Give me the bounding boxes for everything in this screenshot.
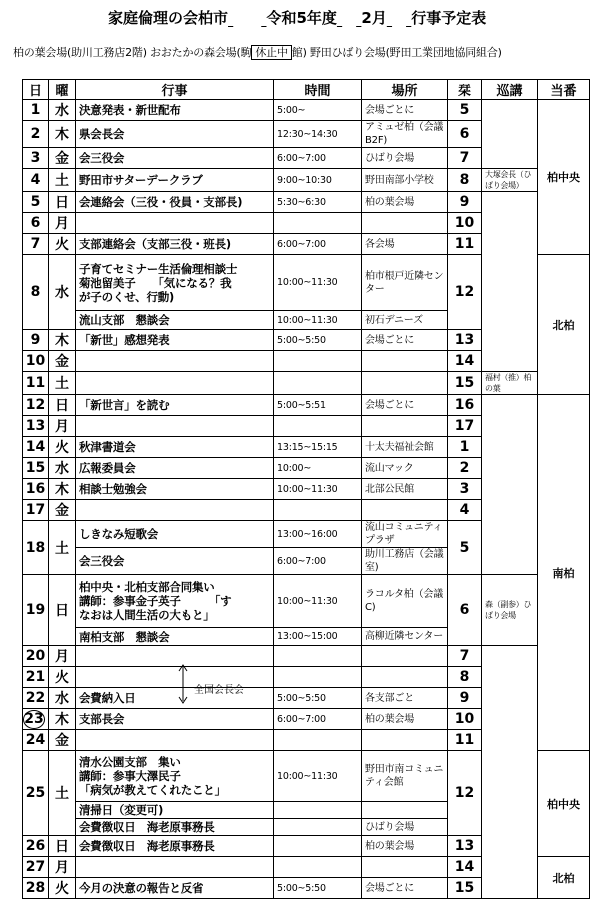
time-cell	[274, 819, 362, 836]
day-cell: 18	[23, 521, 49, 575]
junkou-empty-cell	[482, 646, 538, 899]
time-cell	[274, 857, 362, 878]
duty-cell: 北柏	[538, 255, 590, 395]
time-cell	[274, 416, 362, 437]
place-cell	[362, 802, 448, 819]
event-cell	[76, 121, 274, 148]
event-cell	[76, 437, 274, 458]
code-cell: 1	[448, 437, 482, 458]
event-text: 会費納入日	[79, 691, 136, 705]
place-cell: 柏市根戸近隣センター	[362, 255, 448, 311]
code-cell: 12	[448, 751, 482, 836]
schedule-row	[23, 100, 590, 121]
event-text: 「新世言」を読む	[79, 398, 170, 412]
schedule-row	[23, 192, 590, 213]
weekday-cell: 水	[49, 100, 76, 121]
event-cell	[76, 169, 274, 192]
weekday-cell: 金	[49, 730, 76, 751]
event-cell	[76, 311, 274, 330]
day-cell: 11	[23, 372, 49, 395]
weekday-cell: 水	[49, 458, 76, 479]
place-cell: 会場ごとに	[362, 395, 448, 416]
weekday-cell: 月	[49, 213, 76, 234]
place-cell: 十太夫福祉会館	[362, 437, 448, 458]
title-label: 行事予定表	[411, 9, 487, 27]
day-cell: 17	[23, 500, 49, 521]
code-cell: 16	[448, 395, 482, 416]
weekday-cell: 金	[49, 148, 76, 169]
place-cell: ひばり会場	[362, 148, 448, 169]
time-cell: 13:00~16:00	[274, 521, 362, 548]
event-text: 会三役会	[79, 554, 125, 568]
junkou-cell: 福村（推）柏の葉	[482, 372, 538, 395]
day-cell: 13	[23, 416, 49, 437]
event-text: 県会長会	[79, 127, 125, 141]
weekday-cell: 土	[49, 169, 76, 192]
event-text: 今月の決意の報告と反省	[79, 881, 204, 895]
event-cell	[76, 458, 274, 479]
weekday-cell: 火	[49, 234, 76, 255]
title-org: 家庭倫理の会柏市	[108, 9, 229, 27]
day-cell: 5	[23, 192, 49, 213]
place-cell	[362, 416, 448, 437]
place-cell: 各支部ごと	[362, 688, 448, 709]
event-text: 野田市サターデークラブ	[79, 173, 203, 187]
code-cell: 15	[448, 878, 482, 899]
place-cell	[362, 372, 448, 395]
weekday-cell: 火	[49, 667, 76, 688]
schedule-body	[23, 100, 590, 899]
annotation-national-meeting: 全国会長会	[194, 685, 244, 696]
time-cell: 5:00~5:50	[274, 878, 362, 899]
time-cell	[274, 730, 362, 751]
day-cell: 6	[23, 213, 49, 234]
duty-cell: 柏中央	[538, 751, 590, 857]
event-cell	[76, 628, 274, 646]
header-place: 場所	[362, 80, 448, 100]
day-cell: 21	[23, 667, 49, 688]
time-cell: 12:30~14:30	[274, 121, 362, 148]
event-text: 相談士勉強会	[79, 482, 147, 496]
header-time: 時間	[274, 80, 362, 100]
place-cell: アミュゼ柏（会議B2F)	[362, 121, 448, 148]
day-cell: 15	[23, 458, 49, 479]
schedule-row	[23, 395, 590, 416]
weekday-cell: 土	[49, 372, 76, 395]
weekday-cell: 日	[49, 836, 76, 857]
event-text: 子育てセミナー生活倫理相談士 菊池留美子 「気になる？我 が子のくせ、行動)	[79, 261, 238, 304]
event-cell	[76, 802, 274, 819]
time-cell: 5:00~5:50	[274, 330, 362, 351]
time-cell: 6:00~7:00	[274, 548, 362, 575]
day-cell: 20	[23, 646, 49, 667]
schedule-row	[23, 575, 590, 628]
event-cell	[76, 395, 274, 416]
place-cell	[362, 351, 448, 372]
junkou-cell: 大塚会長（ひばり会場）	[482, 169, 538, 192]
event-cell	[76, 836, 274, 857]
code-cell: 4	[448, 500, 482, 521]
circled-day: 23	[24, 710, 44, 727]
time-cell: 6:00~7:00	[274, 234, 362, 255]
weekday-cell: 月	[49, 416, 76, 437]
schedule-row	[23, 372, 590, 395]
time-cell: 10:00~11:30	[274, 311, 362, 330]
event-text: 支部長会	[79, 712, 125, 726]
day-cell: 7	[23, 234, 49, 255]
day-cell: 4	[23, 169, 49, 192]
weekday-cell: 日	[49, 575, 76, 646]
venue-list-pre: 柏の葉会場(助川工務店2階) おおたかの森会場(駒	[13, 46, 252, 59]
header-row	[23, 80, 590, 100]
code-cell: 6	[448, 575, 482, 646]
page-title	[108, 7, 486, 28]
place-cell: 柏の葉会場	[362, 192, 448, 213]
time-cell: 5:00~	[274, 100, 362, 121]
place-cell	[362, 646, 448, 667]
code-cell: 2	[448, 458, 482, 479]
weekday-cell: 火	[49, 878, 76, 899]
day-cell: 9	[23, 330, 49, 351]
place-cell	[362, 667, 448, 688]
place-cell: 初石デニーズ	[362, 311, 448, 330]
event-cell	[76, 213, 274, 234]
place-cell: 高柳近隣センター	[362, 628, 448, 646]
event-cell	[76, 857, 274, 878]
code-cell: 5	[448, 100, 482, 121]
time-cell: 9:00~10:30	[274, 169, 362, 192]
code-cell: 14	[448, 351, 482, 372]
event-cell	[76, 192, 274, 213]
event-text: 流山支部 懇談会	[79, 313, 170, 327]
event-text: しきなみ短歌会	[79, 527, 159, 541]
event-cell	[76, 255, 274, 311]
time-cell	[274, 667, 362, 688]
event-text: 決意発表・新世配布	[79, 103, 181, 117]
time-cell	[274, 836, 362, 857]
code-cell: 3	[448, 479, 482, 500]
time-cell: 5:00~5:50	[274, 688, 362, 709]
event-text: 「新世」感想発表	[79, 333, 170, 347]
code-cell: 11	[448, 234, 482, 255]
code-cell: 14	[448, 857, 482, 878]
code-cell: 8	[448, 169, 482, 192]
weekday-cell: 日	[49, 192, 76, 213]
header-junkou: 巡講	[482, 80, 538, 100]
duty-cell: 北柏	[538, 857, 590, 899]
weekday-cell: 土	[49, 521, 76, 575]
weekday-cell: 金	[49, 351, 76, 372]
code-cell: 17	[448, 416, 482, 437]
event-cell	[76, 100, 274, 121]
time-cell: 10:00~11:30	[274, 255, 362, 311]
code-cell: 13	[448, 836, 482, 857]
event-cell	[76, 730, 274, 751]
time-cell	[274, 802, 362, 819]
weekday-cell: 木	[49, 479, 76, 500]
title-month: 2月	[361, 9, 387, 27]
time-cell	[274, 213, 362, 234]
place-cell	[362, 500, 448, 521]
event-text: 支部連絡会（支部三役・班長)	[79, 237, 231, 251]
code-cell: 6	[448, 121, 482, 148]
event-cell	[76, 500, 274, 521]
event-text: 会費徴収日 海老原事務長	[79, 820, 215, 834]
time-cell: 10:00~11:30	[274, 751, 362, 802]
header-duty: 当番	[538, 80, 590, 100]
day-cell: 12	[23, 395, 49, 416]
code-cell: 12	[448, 255, 482, 330]
time-cell: 5:00~5:51	[274, 395, 362, 416]
code-cell: 11	[448, 730, 482, 751]
event-cell	[76, 751, 274, 802]
venue-suspended-badge: 休止中	[251, 45, 291, 60]
duty-cell: 南柏	[538, 395, 590, 751]
place-cell: ラコルタ柏（会議C)	[362, 575, 448, 628]
event-cell	[76, 709, 274, 730]
time-cell: 10:00~11:30	[274, 575, 362, 628]
place-cell: 流山コミュニティプラザ	[362, 521, 448, 548]
event-cell	[76, 234, 274, 255]
day-cell: 25	[23, 751, 49, 836]
event-cell	[76, 575, 274, 628]
venue-list-post: 館) 野田ひばり会場(野田工業団地協同組合)	[291, 46, 502, 59]
event-text: 会三役会	[79, 151, 125, 165]
junkou-empty-cell	[482, 395, 538, 575]
weekday-cell: 水	[49, 255, 76, 330]
place-cell: 助川工務店（会議室)	[362, 548, 448, 575]
place-cell: ひばり会場	[362, 819, 448, 836]
place-cell: 北部公民館	[362, 479, 448, 500]
place-cell: 会場ごとに	[362, 878, 448, 899]
place-cell	[362, 857, 448, 878]
weekday-cell: 土	[49, 751, 76, 836]
code-cell: 10	[448, 709, 482, 730]
header-code: 栞	[448, 80, 482, 100]
weekday-cell: 木	[49, 330, 76, 351]
double-arrow-icon	[178, 664, 188, 704]
weekday-cell: 木	[49, 121, 76, 148]
place-cell	[362, 730, 448, 751]
event-cell	[76, 878, 274, 899]
event-cell	[76, 819, 274, 836]
time-cell	[274, 351, 362, 372]
weekday-cell: 日	[49, 395, 76, 416]
day-cell: 27	[23, 857, 49, 878]
header-day: 日	[23, 80, 49, 100]
event-text: 会費徴収日 海老原事務長	[79, 839, 215, 853]
schedule-table	[22, 79, 590, 899]
code-cell: 9	[448, 688, 482, 709]
code-cell: 8	[448, 667, 482, 688]
schedule-row	[23, 646, 590, 667]
event-text: 会連絡会（三役・役員・支部長)	[79, 195, 243, 209]
header-event: 行事	[76, 80, 274, 100]
weekday-cell: 水	[49, 688, 76, 709]
place-cell: 柏の葉会場	[362, 709, 448, 730]
code-cell: 15	[448, 372, 482, 395]
event-cell	[76, 148, 274, 169]
event-text: 南柏支部 懇談会	[79, 629, 170, 644]
time-cell: 6:00~7:00	[274, 148, 362, 169]
day-cell: 28	[23, 878, 49, 899]
day-cell: 24	[23, 730, 49, 751]
day-cell: 2	[23, 121, 49, 148]
event-text: 広報委員会	[79, 461, 136, 475]
weekday-cell: 火	[49, 437, 76, 458]
place-cell: 会場ごとに	[362, 330, 448, 351]
day-cell: 16	[23, 479, 49, 500]
title-year: 令和5年度	[266, 9, 337, 27]
time-cell	[274, 646, 362, 667]
place-cell: 流山マック	[362, 458, 448, 479]
place-cell: 会場ごとに	[362, 100, 448, 121]
code-cell: 7	[448, 148, 482, 169]
event-text: 秋津書道会	[79, 440, 136, 454]
place-cell: 野田市南コミュニティ会館	[362, 751, 448, 802]
day-cell: 26	[23, 836, 49, 857]
code-cell: 10	[448, 213, 482, 234]
day-cell: 19	[23, 575, 49, 646]
time-cell: 5:30~6:30	[274, 192, 362, 213]
weekday-cell: 月	[49, 646, 76, 667]
duty-cell: 柏中央	[538, 100, 590, 255]
time-cell: 10:00~11:30	[274, 479, 362, 500]
venue-list	[13, 44, 502, 60]
place-cell	[362, 213, 448, 234]
time-cell: 6:00~7:00	[274, 709, 362, 730]
time-cell: 13:15~15:15	[274, 437, 362, 458]
code-cell: 13	[448, 330, 482, 351]
event-cell	[76, 479, 274, 500]
day-cell	[23, 709, 49, 730]
day-cell: 22	[23, 688, 49, 709]
event-cell	[76, 548, 274, 575]
junkou-empty-cell	[482, 100, 538, 169]
weekday-cell: 木	[49, 709, 76, 730]
event-text: 清水公園支部 集い 講師：参事大澤民子 「病気が教えてくれたこと」	[79, 755, 226, 797]
code-cell: 5	[448, 521, 482, 575]
weekday-cell: 金	[49, 500, 76, 521]
header-weekday: 曜	[49, 80, 76, 100]
schedule-row	[23, 169, 590, 192]
time-cell: 10:00~	[274, 458, 362, 479]
day-cell: 3	[23, 148, 49, 169]
event-cell	[76, 330, 274, 351]
place-cell: 柏の葉会場	[362, 836, 448, 857]
day-cell: 14	[23, 437, 49, 458]
event-cell	[76, 521, 274, 548]
event-text: 柏中央・北柏支部合同集い 講師：参事金子英子 「す なおは人間生活の大もと」	[79, 580, 232, 622]
time-cell: 13:00~15:00	[274, 628, 362, 646]
event-cell	[76, 416, 274, 437]
code-cell: 9	[448, 192, 482, 213]
day-cell: 8	[23, 255, 49, 330]
event-cell	[76, 351, 274, 372]
place-cell: 野田南部小学校	[362, 169, 448, 192]
time-cell	[274, 500, 362, 521]
junkou-empty-cell	[482, 192, 538, 372]
day-cell: 1	[23, 100, 49, 121]
event-text: 清掃日（変更可)	[79, 803, 164, 817]
junkou-cell: 森（副参）ひばり会場	[482, 575, 538, 646]
weekday-cell: 月	[49, 857, 76, 878]
time-cell	[274, 372, 362, 395]
event-cell	[76, 646, 274, 667]
code-cell: 7	[448, 646, 482, 667]
day-cell: 10	[23, 351, 49, 372]
place-cell: 各会場	[362, 234, 448, 255]
event-cell	[76, 372, 274, 395]
